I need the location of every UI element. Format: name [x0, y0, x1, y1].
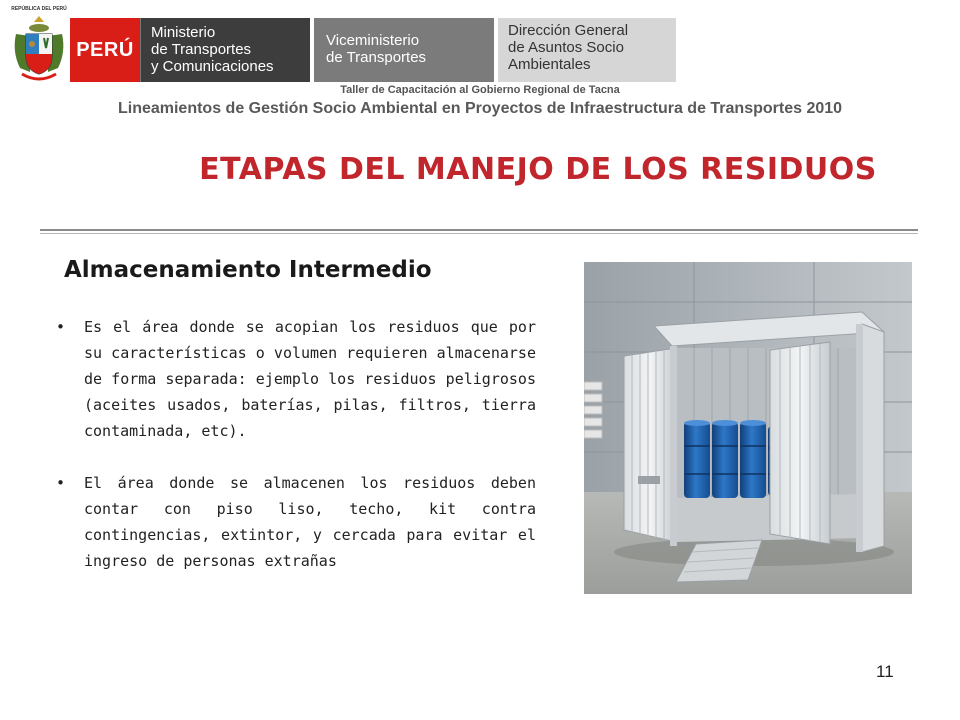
bullet-item [56, 314, 536, 444]
title-divider-thin [40, 233, 918, 234]
bullet-icon: • [56, 318, 66, 336]
direccion-general-logo [498, 18, 676, 82]
slide-title: ETAPAS DEL MANEJO DE LOS RESIDUOS [199, 152, 877, 187]
viceministerio-line-2: de Transportes [326, 49, 427, 66]
shield-caption: REPÚBLICA DEL PERÚ [11, 6, 67, 12]
storage-container-photo [584, 262, 912, 594]
bullet-item [56, 470, 536, 574]
peru-logo: PERÚ [70, 18, 140, 82]
bullet-text: Es el área donde se acopian los residuos que por su características o volumen requieren almacenarse de forma separada: ejemplo los residuos peligrosos (aceites usados, baterías, pilas, filtros, tierra contaminada, etc). [84, 318, 536, 440]
viceministerio-logo [314, 18, 494, 82]
direccion-line-1: Dirección General [508, 22, 629, 39]
coat-of-arms-icon [10, 14, 68, 86]
direccion-line-3: Ambientales [508, 56, 591, 73]
ministerio-line-2: de Transportes [151, 41, 252, 58]
direccion-line-2: de Asuntos Socio [508, 39, 624, 56]
ministerio-logo [140, 18, 310, 82]
ministerio-line-1: Ministerio [151, 24, 216, 41]
ministerio-line-3: y Comunicaciones [151, 58, 274, 75]
lineamientos-heading: Lineamientos de Gestión Socio Ambiental en Proyectos de Infraestructura de Transportes 2010 [117, 100, 843, 117]
page-number: 11 [876, 662, 894, 681]
taller-caption: Taller de Capacitación al Gobierno Regional de Tacna [340, 84, 620, 96]
viceministerio-line-1: Viceministerio [326, 32, 420, 49]
title-divider [40, 229, 918, 231]
section-subtitle: Almacenamiento Intermedio [64, 257, 432, 283]
bullet-text: El área donde se almacenen los residuos deben contar con piso liso, techo, kit contra contingencias, extintor, y cercada para evitar el ingreso de personas extrañas [84, 474, 536, 570]
bullet-icon: • [56, 474, 66, 492]
